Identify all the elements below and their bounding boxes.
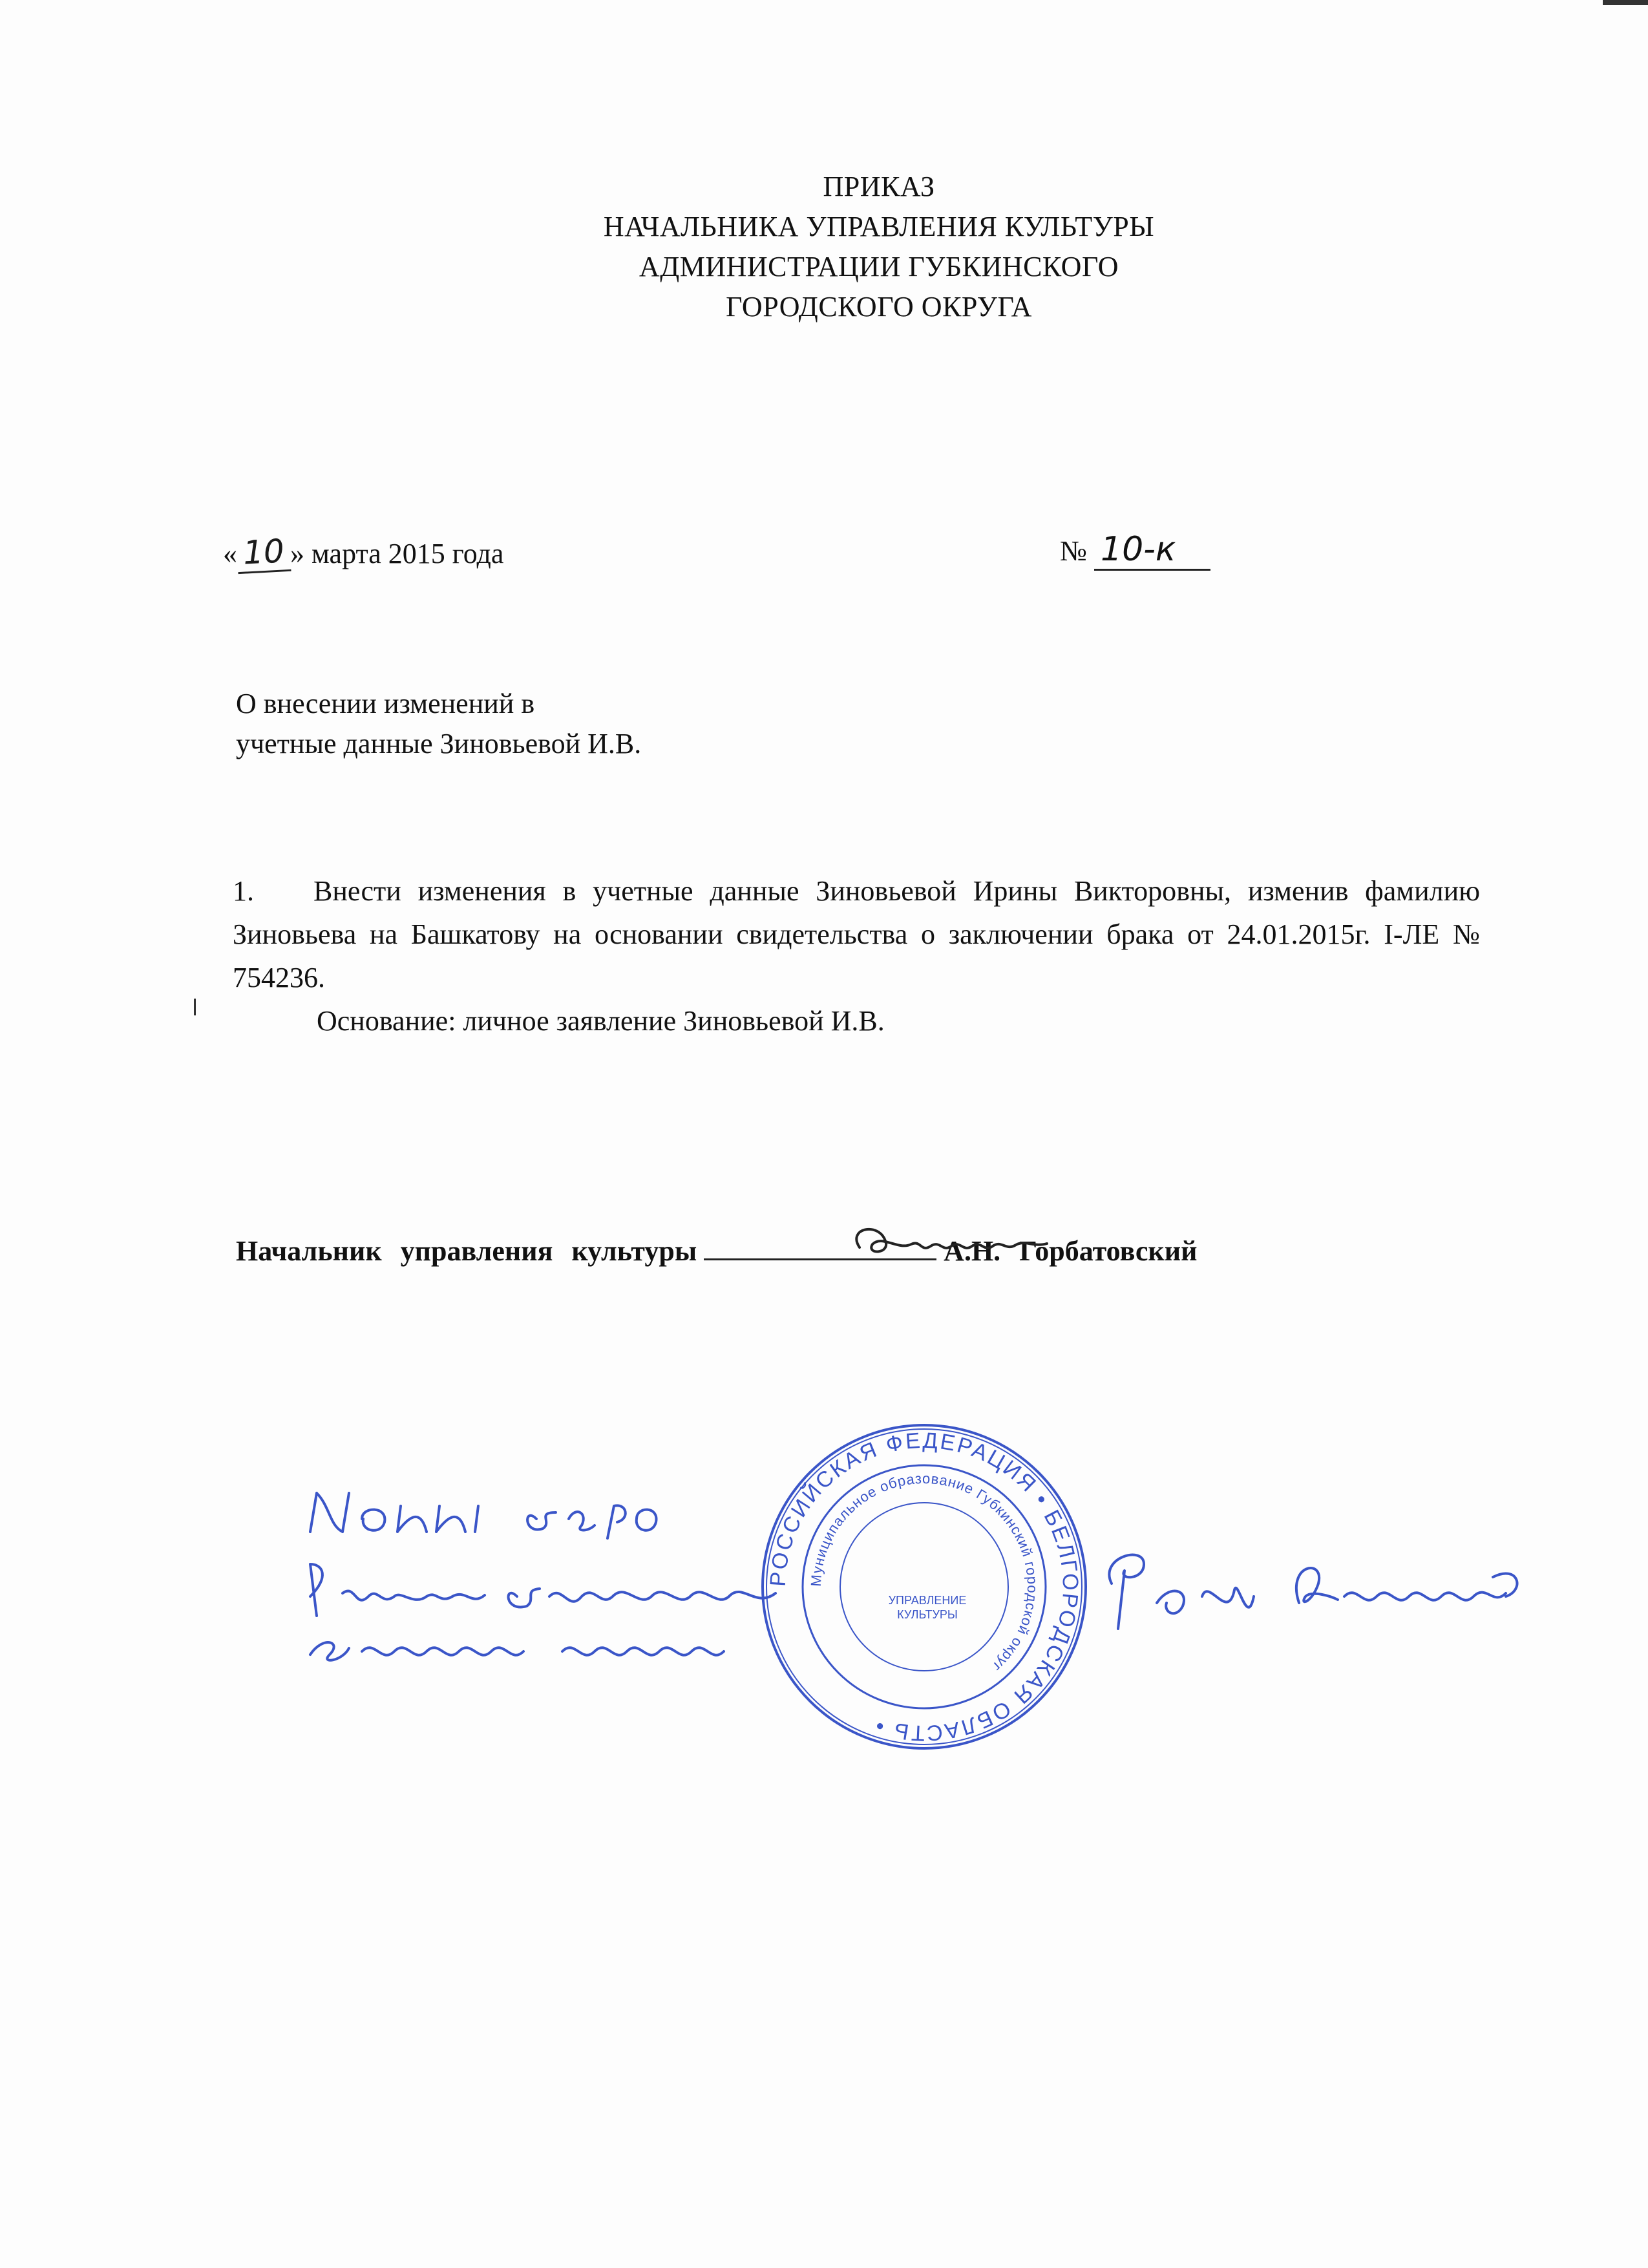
official-stamp	[756, 1419, 1092, 1755]
order-date	[223, 533, 503, 573]
subject-line-1: О внесении изменений в	[236, 688, 535, 719]
order-subject	[236, 684, 641, 764]
order-body	[233, 869, 1480, 1043]
header-line-4: ГОРОДСКОГО ОКРУГА	[726, 291, 1032, 323]
svg-text:Муниципальное образование Губк: Муниципальное образование Губкинский городской округ	[807, 1470, 1041, 1675]
order-number	[1060, 530, 1210, 571]
signer-title: Начальник управления культуры	[236, 1235, 697, 1267]
director-signature	[840, 1215, 1086, 1267]
margin-mark	[194, 999, 196, 1015]
date-open-quote: «	[223, 538, 237, 569]
stamp-center-line-2: КУЛЬТУРЫ	[897, 1608, 958, 1621]
scan-edge-mark	[1603, 0, 1648, 5]
stamp-center-text	[885, 1593, 969, 1622]
signer-name: А.Н. Горбатовский	[944, 1235, 1198, 1267]
document-header	[0, 167, 1648, 327]
date-close-quote: »	[290, 538, 304, 569]
order-number-handwritten: 10-к	[1094, 530, 1210, 571]
date-day-handwritten: 10	[236, 532, 291, 574]
header-line-3: АДМИНИСТРАЦИИ ГУБКИНСКОГО	[639, 251, 1119, 282]
header-line-2: НАЧАЛЬНИКА УПРАВЛЕНИЯ КУЛЬТУРЫ	[603, 211, 1155, 242]
stamp-center-line-1: УПРАВЛЕНИЕ	[888, 1594, 967, 1607]
order-number-prefix: №	[1060, 535, 1087, 567]
item-number: 1.	[233, 875, 254, 907]
order-item-1	[233, 869, 1480, 999]
subject-line-2: учетные данные Зиновьевой И.В.	[236, 728, 642, 759]
item-text: Внести изменения в учетные данные Зиновьевой Ирины Викторовны, изменив фамилию Зиновьева на Башкатову на основании свидетельства о заключении брака от 24.01.2015г. I-ЛЕ № 754236.	[233, 875, 1480, 993]
header-title: ПРИКАЗ	[823, 171, 935, 202]
order-basis: Основание: личное заявление Зиновьевой И.В.	[317, 1005, 885, 1037]
svg-text:РОССИЙСКАЯ ФЕДЕРАЦИЯ • БЕЛГОРО: РОССИЙСКАЯ ФЕДЕРАЦИЯ • БЕЛГОРОДСКАЯ ОБЛАСТЬ •	[765, 1428, 1083, 1746]
date-rest: марта 2015 года	[304, 538, 504, 569]
